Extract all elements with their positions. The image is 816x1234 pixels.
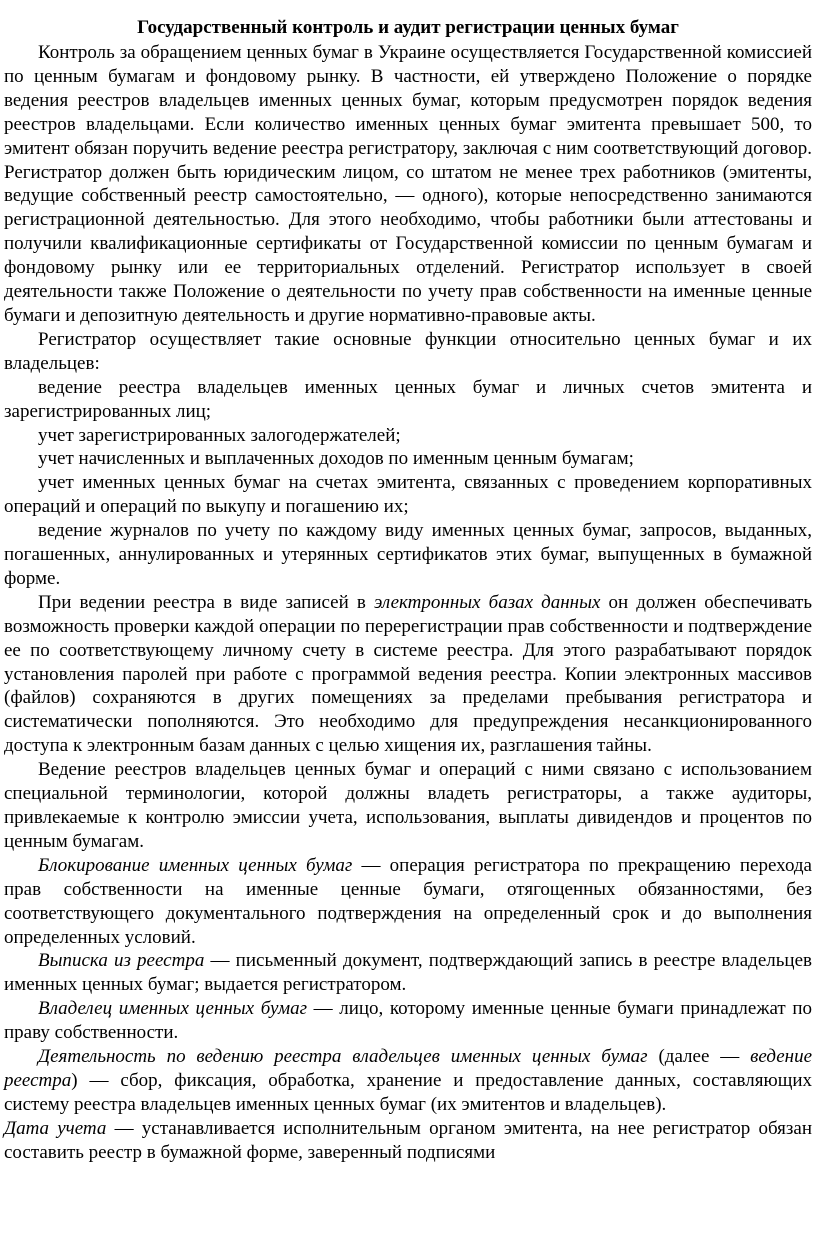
definition-text: — устанавливается исполнительным органом эмитента, на нее регистратор обязан составить реестр в бумажной форме, заверенный подписями xyxy=(4,1117,812,1163)
definition-term: Блокирование именных ценных бумаг xyxy=(38,854,353,876)
definition-term: Дата учета xyxy=(4,1117,107,1139)
paragraph-functions-intro: Регистратор осуществляет такие основные функции относительно ценных бумаг и их владельцев: xyxy=(4,328,812,374)
definition-owner xyxy=(4,997,812,1045)
definition-term: Выписка из реестра xyxy=(38,950,205,972)
list-item-journals: ведение журналов по учету по каждому виду именных ценных бумаг, запросов, выданных, погашенных, аннулированных и утерянных сертификатов этих бумаг, выпущенных в бумажной форме. xyxy=(4,520,812,589)
definition-blocking xyxy=(4,854,812,950)
paragraph-text: он должен обеспечивать возможность проверки каждой операции по перерегистрации прав собственности и подтверждение ее по соответствующему личному счету в системе реестра. Для этого разрабатывают порядок установления паролей при работе с программой ведения реестра. Копии электронных массивов (файлов) сохраняются в других помещениях за пределами пребывания регистратора и систематически пополняются. Это необходимо для предупреждения несанкционированного доступа к электронным базам данных с целью хищения их, разглашения тайны. xyxy=(4,591,812,757)
definition-record-date xyxy=(4,1117,812,1165)
list-item-registry: ведение реестра владельцев именных ценных бумаг и личных счетов эмитента и зарегистрированных лиц; xyxy=(4,376,812,422)
definition-alias: ведение реестра xyxy=(4,1046,812,1091)
definition-text: ) — сбор, фиксация, обработка, хранение и предоставление данных, составляющих систему реестра владельцев именных ценных бумаг (их эмитентов и владельцев). xyxy=(4,1069,812,1115)
definition-text: — лицо, которому именные ценные бумаги принадлежат по праву собственности. xyxy=(4,998,812,1044)
paragraph-electronic-db xyxy=(4,591,812,758)
definition-extract xyxy=(4,949,812,997)
document-title: Государственный контроль и аудит регистрации ценных бумаг xyxy=(137,17,679,38)
list-item-issuer-accounts: учет именных ценных бумаг на счетах эмитента, связанных с проведением корпоративных операций и операций по выкупу и погашению их; xyxy=(4,472,812,518)
paragraph-text: При ведении реестра в виде записей в xyxy=(38,591,374,613)
list-item-income: учет начисленных и выплаченных доходов по именным ценным бумагам; xyxy=(38,448,634,470)
definition-term: Деятельность по ведению реестра владельцев именных ценных бумаг xyxy=(38,1046,648,1068)
paragraph-terminology: Ведение реестров владельцев ценных бумаг и операций с ними связано с использованием специальной терминологии, которой должны владеть регистраторы, а также аудиторы, привлекаемые к контролю эмиссии учета, использования, выплаты дивидендов и процентов по ценным бумагам. xyxy=(4,759,812,852)
list-item-pledgeholders: учет зарегистрированных залогодержателей; xyxy=(38,424,401,446)
definition-text: — операция регистратора по прекращению перехода прав собственности на именные ценные бумаги, отягощенных обязанностями, без соответствующего документального подтверждения на определенный срок и до выполнения определенных условий. xyxy=(4,854,812,948)
paragraph-intro: Контроль за обращением ценных бумаг в Украине осуществляется Государственной комиссией по ценным бумагам и фондовому рынку. В частности, ей утверждено Положение о порядке ведения реестров владельцев именных ценных бумаг, которым предусмотрен порядок ведения реестров владельцами. Если количество именных ценных бумаг эмитента превышает 500, то эмитент обязан поручить ведение реестра регистратору, заключая с ним соответствующий договор. Регистратор должен быть юридическим лицом, со штатом не менее трех работников (эмитенты, ведущие собственный реестр самостоятельно, — одного), которые непосредственно занимаются регистрационной деятельностью. Для этого необходимо, чтобы работники были аттестованы и получили квалификационные сертификаты от Государственной комиссии по ценным бумагам и фондовому рынку или ее территориальных отделений. Регистратор использует в своей деятельности также Положение о деятельности по учету прав собственности на именные ценные бумаги и депозитную деятельность и другие нормативно-правовые акты. xyxy=(4,42,812,326)
definition-text: — письменный документ, подтверждающий запись в реестре владельцев именных ценных бумаг; выдается регистратором. xyxy=(4,950,812,996)
definition-text: (далее — xyxy=(647,1046,751,1068)
definition-registry-activity xyxy=(4,1045,812,1117)
italic-term: электронных базах данных xyxy=(373,591,601,613)
definition-term: Владелец именных ценных бумаг xyxy=(38,998,308,1020)
